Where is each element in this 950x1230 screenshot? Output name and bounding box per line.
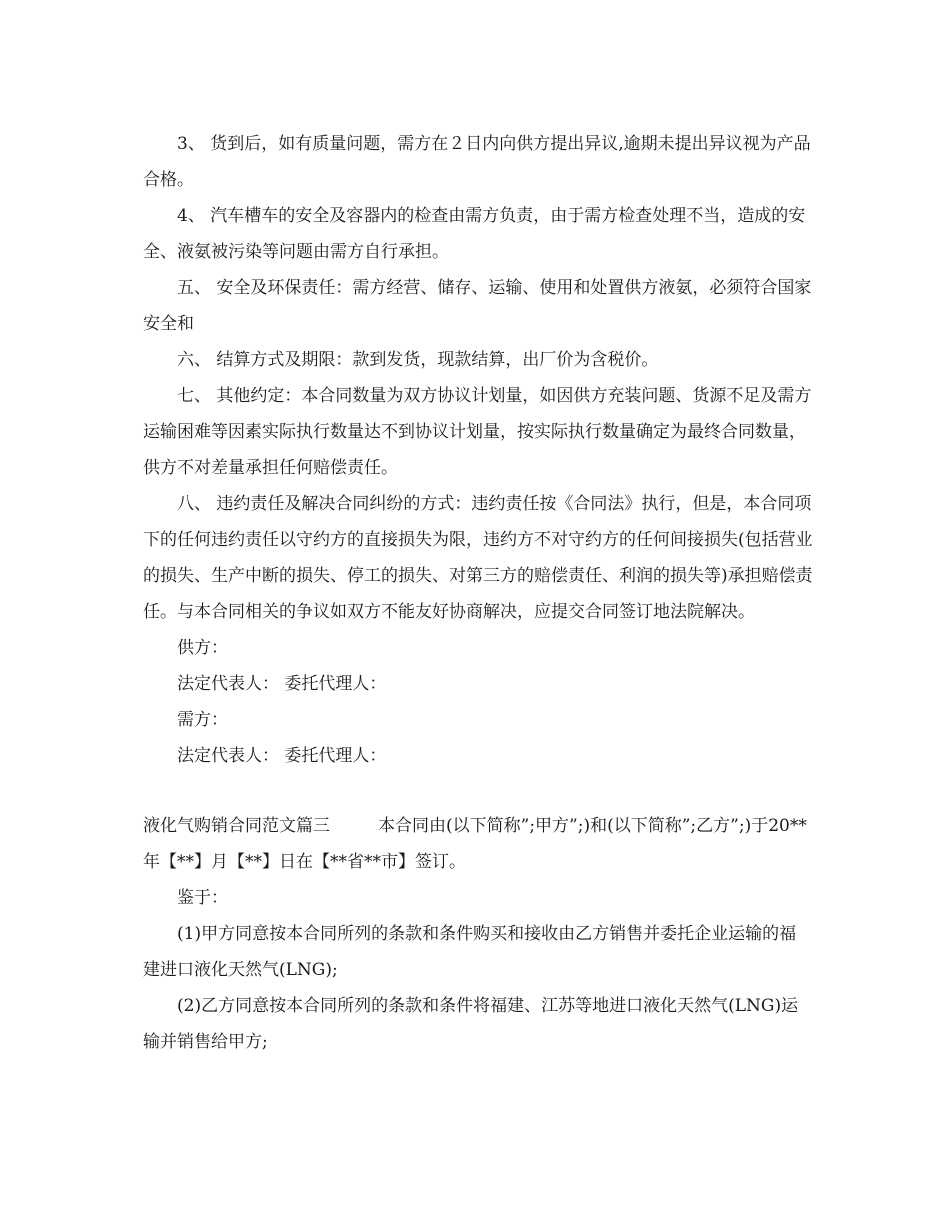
paragraph-quality-objection: 3、 货到后，如有质量问题，需方在２日内向供方提出异议,逾期未提出异议视为产品合格。 [143, 134, 811, 190]
section3-paragraph [143, 808, 813, 880]
clause-1: (1)甲方同意按本合同所列的条款和条件购买和接收由乙方销售并委托企业运输的福建进口液化天然气(LNG); [143, 924, 797, 980]
supplier-representatives: 法定代表人： 委托代理人： [177, 674, 387, 694]
section-spacer [143, 774, 813, 808]
paragraph-settlement: 六、 结算方式及期限：款到发货，现款结算，出厂价为含税价。 [177, 350, 659, 370]
section3-title: 液化气购销合同范文篇三 [143, 816, 330, 836]
buyer-representatives: 法定代表人： 委托代理人： [177, 746, 387, 766]
document-page [143, 126, 813, 1060]
paragraph-safety-environment: 五、 安全及环保责任：需方经营、储存、运输、使用和处置供方液氨，必须符合国家安全和 [143, 278, 812, 334]
paragraph-other-agreements: 七、 其他约定：本合同数量为双方协议计划量，如因供方充装问题、货源不足及需方运输困难等因素实际执行数量达不到协议计划量，按实际执行数量确定为最终合同数量，供方不对差量承担任何赔偿责任。 [143, 386, 812, 478]
clause-2: (2)乙方同意按本合同所列的条款和条件将福建、江苏等地进口液化天然气(LNG)运输并销售给甲方; [143, 996, 799, 1052]
paragraph-tanker-inspection: 4、 汽车槽车的安全及容器内的检查由需方负责，由于需方检查处理不当，造成的安全、液氨被污染等问题由需方自行承担。 [143, 206, 806, 262]
section3-intro: 本合同由(以下简称”;甲方”;)和(以下简称”;乙方”;)于20**年【**】月【**】日在【**省**市】签订。 [143, 816, 807, 872]
whereas-label: 鉴于： [177, 888, 228, 908]
buyer-label: 需方： [177, 710, 228, 730]
supplier-label: 供方： [177, 638, 228, 658]
paragraph-liability: 八、 违约责任及解决合同纠纷的方式：违约责任按《合同法》执行，但是，本合同项下的任何违约责任以守约方的直接损失为限，违约方不对守约方的任何间接损失(包括营业的损失、生产中断的损失、停工的损失、对第三方的赔偿责任、利润的损失等)承担赔偿责任。与本合同相关的争议如双方不能友好协商解决，应提交合同签订地法院解决。 [143, 494, 813, 622]
